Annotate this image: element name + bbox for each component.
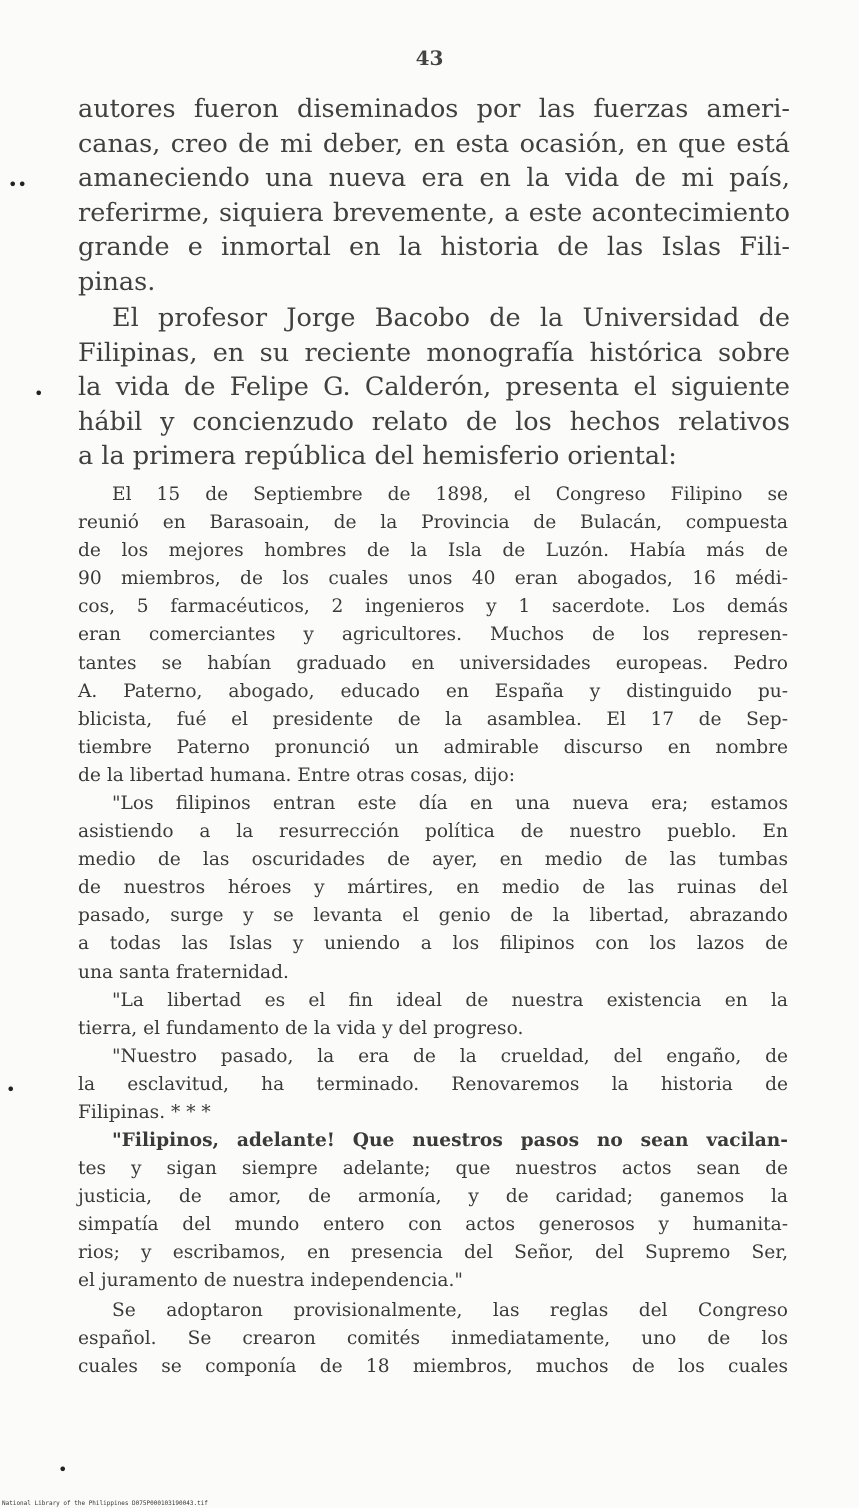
quote-block-4 — [78, 1043, 788, 1127]
text-line: "Filipinos, adelante! Que nuestros pasos no sean vacilan- — [112, 1130, 788, 1151]
text-line: pasado, surge y se levanta el genio de la libertad, abrazando — [78, 905, 788, 927]
text-line: "Nuestro pasado, la era de la crueldad, del engaño, de — [112, 1046, 788, 1067]
quote-block-6 — [78, 1297, 788, 1381]
text-line: referirme, siquiera brevemente, a este acontecimiento — [78, 197, 790, 228]
text-line: eran comerciantes y agricultores. Muchos de los represen- — [78, 624, 788, 646]
text-line: El profesor Jorge Bacobo de la Universidad de — [112, 303, 790, 333]
text-line: tiembre Paterno pronunció un admirable discurso en nombre — [78, 736, 788, 758]
text-line: medio de las oscuridades de ayer, en medio de las tumbas — [78, 849, 788, 871]
page-number: 43 — [415, 46, 444, 70]
text-line: reunió en Barasoain, de la Provincia de Bulacán, compuesta — [78, 512, 788, 534]
quote-block-3 — [78, 987, 788, 1043]
text-line: "La libertad es el fin ideal de nuestra existencia en la — [112, 990, 788, 1011]
text-line: tantes se habían graduado en universidades europeas. Pedro — [78, 652, 788, 674]
text-line: amaneciendo una nueva era en la vida de mi país, — [78, 163, 790, 194]
text-line: A. Paterno, abogado, educado en España y distinguido pu- — [78, 680, 788, 702]
text-line: el juramento de nuestra independencia." — [78, 1270, 463, 1292]
text-line: cos, 5 farmacéuticos, 2 ingenieros y 1 sacerdote. Los demás — [78, 596, 788, 618]
quote-block-5 — [78, 1127, 788, 1296]
text-line: Filipinas. * * * — [78, 1102, 211, 1124]
text-line: de nuestros héroes y mártires, en medio de las ruinas del — [78, 877, 788, 899]
text-line: tes y sigan siempre adelante; que nuestros actos sean de — [78, 1158, 788, 1180]
text-line: 90 miembros, de los cuales unos 40 eran abogados, 16 médi- — [78, 568, 788, 590]
paragraph-1 — [78, 92, 790, 300]
margin-mark: • — [34, 384, 44, 403]
text-line: grande e inmortal en la historia de las Islas Fili- — [78, 232, 790, 263]
paragraph-2 — [78, 301, 790, 474]
text-line: pinas. — [78, 266, 156, 297]
margin-mark: • — [58, 1460, 68, 1479]
text-line: simpatía del mundo entero con actos generosos y humanita- — [78, 1214, 788, 1236]
text-line: Se adoptaron provisionalmente, las reglas del Congreso — [112, 1300, 788, 1321]
text-line: la esclavitud, ha terminado. Renovaremos la historia de — [78, 1074, 788, 1096]
text-line: de los mejores hombres de la Isla de Luzón. Había más de — [78, 540, 788, 562]
text-line: a la primera república del hemisferio oriental: — [78, 441, 677, 472]
text-line: Filipinas, en su reciente monografía histórica sobre — [78, 337, 790, 368]
text-line: una santa fraternidad. — [78, 961, 289, 983]
text-line: asistiendo a la resurrección política de nuestro pueblo. En — [78, 821, 788, 843]
text-line: autores fueron diseminados por las fuerzas ameri- — [78, 94, 790, 124]
text-line: "Los filipinos entran este día en una nueva era; estamos — [112, 793, 788, 814]
text-line: tierra, el fundamento de la vida y del progreso. — [78, 1018, 524, 1040]
text-line: blicista, fué el presidente de la asamblea. El 17 de Sep- — [78, 708, 788, 730]
text-line: a todas las Islas y uniendo a los filipinos con los lazos de — [78, 933, 788, 955]
margin-mark: • — [6, 1080, 16, 1099]
scan-footer: National Library of the Philippines D075P000103190043.tif — [2, 1500, 208, 1507]
margin-mark: •• — [8, 175, 27, 194]
text-line: canas, creo de mi deber, en esta ocasión, en que está — [78, 128, 790, 159]
quote-block-2 — [78, 790, 788, 987]
text-line: El 15 de Septiembre de 1898, el Congreso Filipino se — [112, 484, 788, 505]
text-line: hábil y concienzudo relato de los hechos relativos — [78, 406, 790, 437]
text-line: español. Se crearon comités inmediatamente, uno de los — [78, 1328, 788, 1350]
text-line: rios; y escribamos, en presencia del Señor, del Supremo Ser, — [78, 1242, 788, 1264]
text-line: cuales se componía de 18 miembros, muchos de los cuales — [78, 1356, 788, 1378]
text-line: la vida de Felipe G. Calderón, presenta el siguiente — [78, 372, 790, 403]
text-line: justicia, de amor, de armonía, y de caridad; ganemos la — [78, 1186, 788, 1208]
quote-block-1 — [78, 481, 788, 790]
text-line: de la libertad humana. Entre otras cosas, dijo: — [78, 764, 515, 786]
